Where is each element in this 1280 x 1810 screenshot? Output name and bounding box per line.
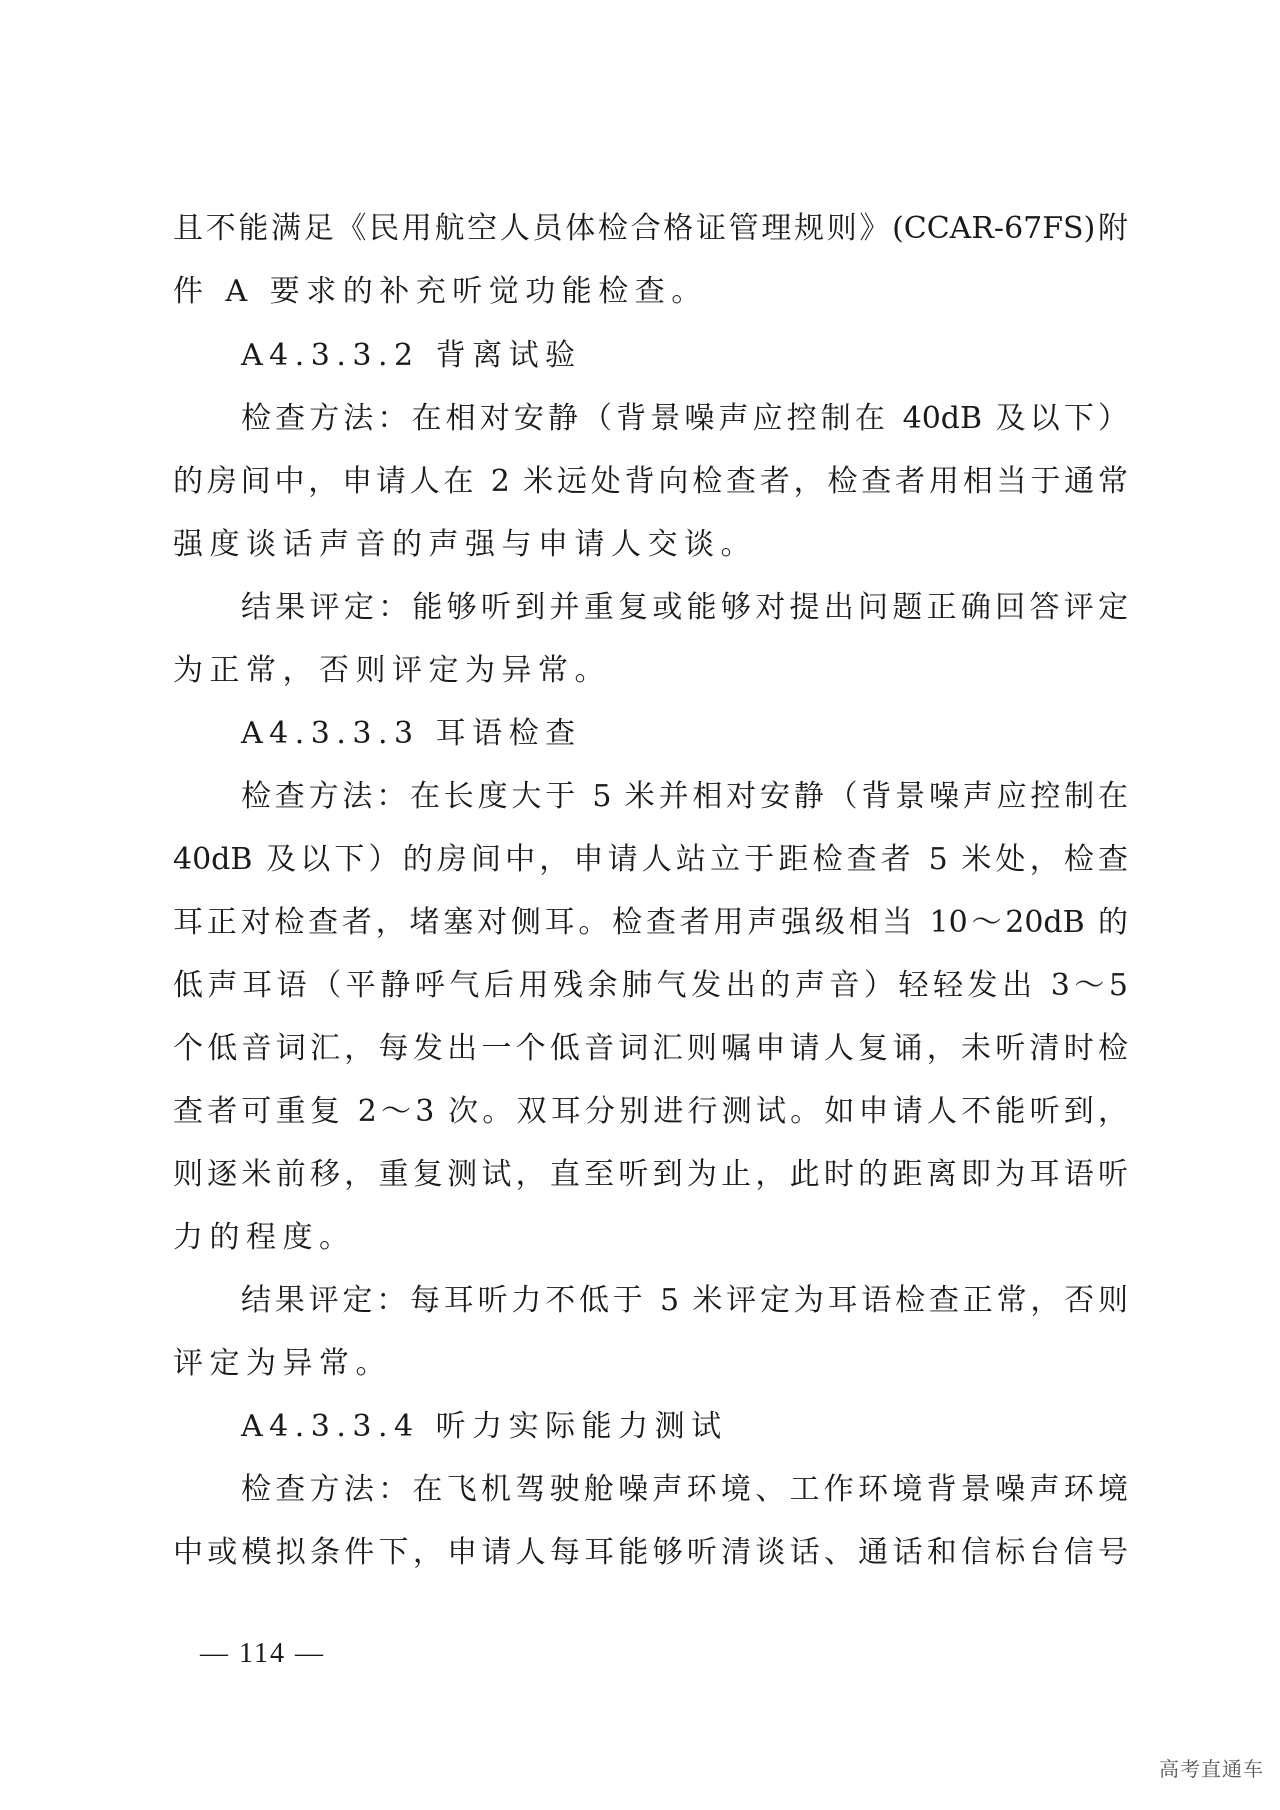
section-heading: A4.3.3.2 背离试验 — [241, 338, 582, 373]
section-heading: A4.3.3.4 听力实际能力测试 — [241, 1409, 728, 1444]
watermark: 高考直通车 — [1159, 1757, 1264, 1781]
body-text-line: 强度谈话声音的声强与申请人交谈。 — [173, 527, 757, 562]
body-text-line: 的房间中，申请人在 2 米远处背向检查者，检查者用相当于通常 — [173, 464, 1128, 499]
body-text-line: 中或模拟条件下，申请人每耳能够听清谈话、通话和信标台信号 — [173, 1535, 1128, 1570]
body-text-line: 力的程度。 — [173, 1220, 356, 1255]
body-text-line: 低声耳语（平静呼气后用残余肺气发出的声音）轻轻发出 3～5 — [173, 968, 1128, 1003]
body-text-line: 结果评定：能够听到并重复或能够对提出问题正确回答评定 — [241, 590, 1128, 625]
body-text-line: 个低音词汇，每发出一个低音词汇则嘱申请人复诵，未听清时检 — [173, 1031, 1128, 1066]
body-text-line: 件 A 要求的补充听觉功能检查。 — [173, 274, 708, 309]
body-text-line: 40dB 及以下）的房间中，申请人站立于距检查者 5 米处，检查 — [173, 842, 1128, 877]
body-text-line: 查者可重复 2～3 次。双耳分别进行测试。如申请人不能听到， — [173, 1094, 1128, 1129]
body-text-line: 耳正对检查者，堵塞对侧耳。检查者用声强级相当 10～20dB 的 — [173, 905, 1128, 940]
body-text-line: 结果评定：每耳听力不低于 5 米评定为耳语检查正常，否则 — [241, 1283, 1128, 1318]
page-number: — 114 — — [200, 1638, 325, 1669]
section-heading: A4.3.3.3 耳语检查 — [241, 716, 582, 751]
body-text-line: 则逐米前移，重复测试，直至听到为止，此时的距离即为耳语听 — [173, 1157, 1128, 1192]
body-text-line: 检查方法：在飞机驾驶舱噪声环境、工作环境背景噪声环境 — [241, 1472, 1128, 1507]
body-text-line: 评定为异常。 — [173, 1346, 392, 1381]
body-text-line: 检查方法：在相对安静（背景噪声应控制在 40dB 及以下） — [241, 401, 1128, 436]
body-text-line: 且不能满足《民用航空人员体检合格证管理规则》(CCAR-67FS)附 — [173, 211, 1128, 246]
body-text-line: 检查方法：在长度大于 5 米并相对安静（背景噪声应控制在 — [241, 779, 1128, 814]
body-text-line: 为正常，否则评定为异常。 — [173, 653, 611, 688]
